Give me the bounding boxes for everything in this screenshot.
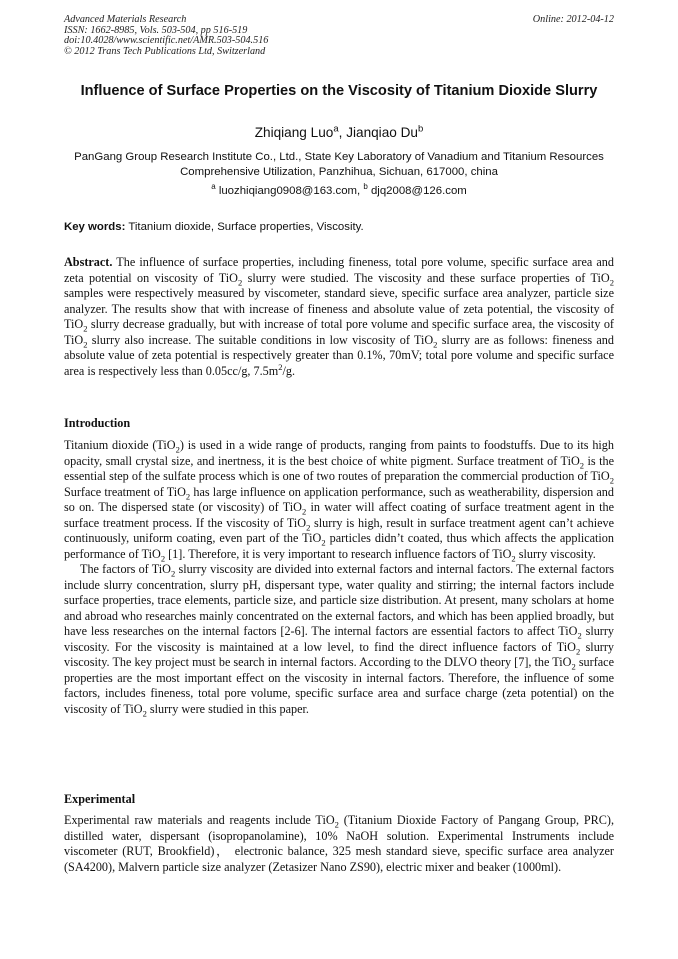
intro-paragraph-1: [64, 438, 614, 562]
keywords-text: Titanium dioxide, Surface properties, Viscosity.: [125, 221, 364, 233]
abstract-text: samples were respectively measured by viscometer, standard sieve, specific surface area analyzer, particle size analyzer. The results show that with increase of fineness and absolute value of zeta potential, the viscosity of TiO: [64, 286, 614, 331]
subscript: 2: [170, 568, 176, 579]
subscript: 2: [609, 475, 614, 486]
journal-name: Advanced Materials Research: [64, 14, 187, 25]
keywords-label: Key words:: [64, 221, 126, 233]
abstract-text: /g.: [282, 363, 296, 378]
doi-line: doi:10.4028/www.scientific.net/AMR.503-504.516: [64, 35, 269, 47]
online-date: Online: 2012-04-12: [532, 14, 614, 25]
subscript: 2: [175, 444, 180, 455]
experimental-body: [64, 813, 614, 875]
subscript: 2: [185, 490, 191, 501]
intro-text: slurry viscosity. For the viscosity is maintained at a low level, to find the direct influence factors of TiO: [64, 624, 615, 654]
abstract: [64, 255, 614, 379]
email-b: djq2008@126.com: [367, 185, 467, 197]
intro-text: slurry viscosity. The key project must be search in internal factors. According to the DLVO theory [7], the TiO: [64, 639, 614, 669]
intro-text: has large influence on application performance, such as weatherability, dispersion and so on. The dispersed state (or viscosity) of TiO: [64, 484, 614, 514]
intro-text: in water will affect coating of surface treatment agent in the surface treatment process. If the viscosity of TiO: [64, 500, 614, 530]
email-line: [64, 184, 614, 199]
affiliation: PanGang Group Research Institute Co., Ltd., State Key Laboratory of Vanadium and Titanium Resources Comprehensive Utilization, Panzhihua, Sichuan, 617000, china: [74, 151, 604, 178]
intro-text: is the essential step of the sulfate process which is one of two routes of preparation the commercial production of TiO: [64, 453, 614, 483]
intro-text: [1]. Therefore, it is very important to research influence factors of TiO: [165, 546, 512, 561]
experimental-text: Experimental raw materials and reagents include TiO: [64, 813, 335, 827]
section-heading-introduction: Introduction: [64, 416, 131, 430]
intro-paragraph-2: [64, 562, 614, 717]
abstract-text: slurry also increase. The suitable conditions in low viscosity of TiO: [87, 332, 434, 347]
intro-text: slurry were studied in this paper.: [146, 701, 309, 716]
email-b-mark: b: [363, 182, 368, 192]
superscript: 2: [278, 361, 283, 372]
email-a: luozhiqiang0908@163.com,: [215, 185, 364, 197]
author-2: Jianqiao Du: [346, 125, 418, 140]
subscript: 2: [306, 521, 311, 532]
subscript: 2: [609, 276, 614, 287]
journal-header: [64, 15, 268, 57]
abstract-text: The influence of surface properties, including fineness, total pore volume, specific surface area and zeta potential on viscosity of TiO: [64, 255, 614, 285]
intro-text: Surface treatment of TiO: [64, 484, 186, 499]
subscript: 2: [237, 276, 243, 287]
abstract-label: Abstract.: [64, 255, 113, 269]
subscript: 2: [511, 552, 516, 563]
copyright-line: © 2012 Trans Tech Publications Ltd, Switzerland: [64, 45, 266, 57]
subscript: 2: [160, 552, 166, 563]
subscript: 2: [83, 338, 88, 349]
paper-title: Influence of Surface Properties on the Viscosity of Titanium Dioxide Slurry: [80, 83, 598, 99]
intro-text: The factors of TiO: [80, 562, 171, 576]
subscript: 2: [579, 459, 585, 470]
intro-text: slurry viscosity are divided into external factors and internal factors. The external factors include slurry concentration, slurry pH, dispersant type, water quality and stirring; the internal factors include surface properties, trace elements, particle size, and particle size distribution. At present, many scholars at home and abroad who researches mainly concentrated on the external factors, and which has been applied broadly, but have less researches on the internal factors [2-6]. The internal factors are essential factors to affect TiO: [64, 562, 614, 638]
intro-text: surface properties are the most important effect on the viscosity in internal factors. Therefore, the influence of some factors, includes fineness, total pore volume, specific surface area and surface charge (zeta potential) on the viscosity of TiO: [64, 655, 614, 716]
abstract-text: slurry decrease gradually, but with increase of total pore volume and specific surface area, the viscosity of TiO: [64, 317, 614, 347]
intro-text: Titanium dioxide (TiO: [64, 438, 176, 452]
subscript: 2: [301, 506, 307, 517]
subscript: 2: [83, 323, 88, 334]
experimental-text: (Titanium Dioxide Factory of Pangang Group, PRC), distilled water, dispersant (isopropanolamine), 10% NaOH solution. Experimental Instruments include viscometer (RUT, Brookfield)， electronic balance, 325 mesh standard sieve, specific surface area analyzer (SA4200), Malvern particle size analyzer (Zetasizer Nano ZS90), electric mixer and beaker (1000ml).: [64, 813, 614, 874]
subscript: 2: [334, 819, 339, 830]
abstract-text: slurry were studied. The viscosity and these surface properties of TiO: [242, 270, 610, 285]
author-separator: ,: [338, 125, 347, 140]
email-a-mark: a: [211, 182, 216, 192]
author-2-mark: b: [417, 123, 424, 135]
introduction-body: [64, 438, 614, 717]
abstract-text: slurry are as follows: fineness and absolute value of zeta potential is respectively greater than 0.1%, 70mV; total pore volume and specific surface area is respectively less than 0.05cc/g, 7.5m: [64, 332, 614, 378]
subscript: 2: [433, 338, 438, 349]
subscript: 2: [142, 707, 147, 718]
issn-line: ISSN: 1662-8985, Vols. 503-504, pp 516-519: [64, 24, 248, 36]
section-heading-experimental: Experimental: [64, 792, 136, 806]
subscript: 2: [575, 645, 581, 656]
subscript: 2: [571, 661, 576, 672]
intro-text: slurry viscosity.: [515, 546, 596, 561]
author-line: [64, 124, 614, 141]
intro-text: ) is used in a wide range of products, ranging from paints to foodstuffs. Due to its high opacity, small crystal size, and inertness, it is the best choice of white pigment. Surface treatment of TiO: [64, 438, 614, 468]
keywords: [64, 220, 614, 235]
subscript: 2: [577, 630, 582, 641]
subscript: 2: [321, 537, 326, 548]
intro-text: particles didn’t coated, thus which affects the application performance of TiO: [64, 531, 614, 561]
author-1-mark: a: [333, 123, 339, 135]
intro-text: slurry is high, result in surface treatment agent can’t achieve continuously, uniform coating, even part of the TiO: [64, 515, 614, 545]
author-1: Zhiqiang Luo: [254, 125, 334, 140]
